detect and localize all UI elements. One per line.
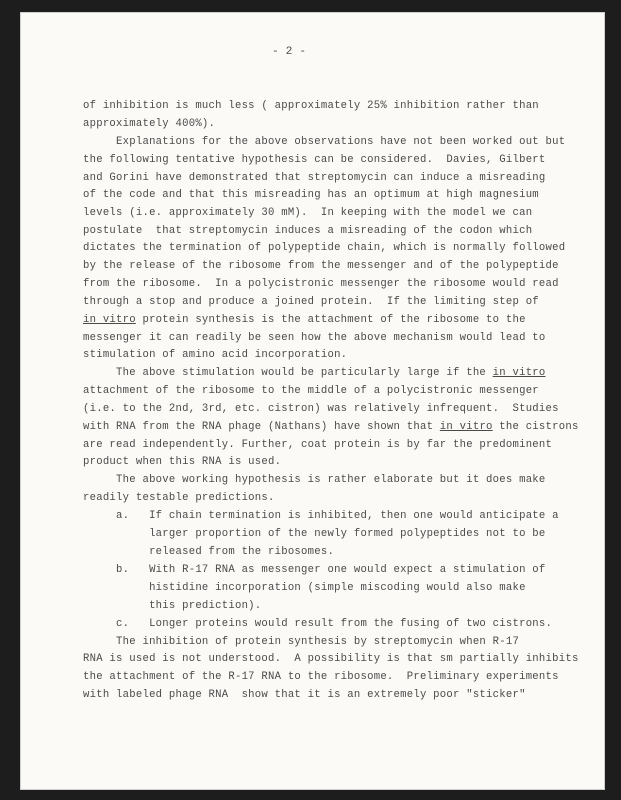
document-page <box>20 12 605 790</box>
text-line: approximately 400%). <box>83 118 216 130</box>
text-line: stimulation of amino acid incorporation. <box>83 349 348 361</box>
text-line: by the release of the ribosome from the messenger and of the polypeptide <box>83 260 559 272</box>
text-line: The above working hypothesis is rather elaborate but it does make <box>83 474 546 486</box>
text-line: product when this RNA is used. <box>83 456 282 468</box>
text-line: the attachment of the R-17 RNA to the ribosome. Preliminary experiments <box>83 671 559 683</box>
text-line: The inhibition of protein synthesis by streptomycin when R-17 <box>83 636 520 648</box>
text-line: the following tentative hypothesis can be considered. Davies, Gilbert <box>83 154 546 166</box>
text-line: messenger it can readily be seen how the above mechanism would lead to <box>83 332 546 344</box>
text-line: of inhibition is much less ( approximately 25% inhibition rather than <box>83 100 539 112</box>
text-line: of the code and that this misreading has an optimum at high magnesium <box>83 189 539 201</box>
text-line: dictates the termination of polypeptide chain, which is normally followed <box>83 242 566 254</box>
text-line: are read independently. Further, coat protein is by far the predominent <box>83 439 553 451</box>
text-line: this prediction). <box>83 600 262 612</box>
text-line: RNA is used is not understood. A possibility is that sm partially inhibits <box>83 653 579 665</box>
list-item-c: c. Longer proteins would result from the fusing of two cistrons. <box>83 618 553 630</box>
text-line: from the ribosome. In a polycistronic messenger the ribosome would read <box>83 278 559 290</box>
text-line: with RNA from the RNA phage (Nathans) have shown that in vitro the cistrons <box>83 421 579 433</box>
text-line: released from the ribosomes. <box>83 546 335 558</box>
text-line: postulate that streptomycin induces a misreading of the codon which <box>83 225 533 237</box>
list-item-b: b. With R-17 RNA as messenger one would expect a stimulation of <box>83 564 546 576</box>
text-line: histidine incorporation (simple miscoding would also make <box>83 582 526 594</box>
page-number: - 2 - <box>272 46 307 58</box>
text-line: The above stimulation would be particularly large if the in vitro <box>83 367 546 379</box>
text-line: readily testable predictions. <box>83 492 275 504</box>
text-line: larger proportion of the newly formed polypeptides not to be <box>83 528 546 540</box>
text-line: in vitro protein synthesis is the attachment of the ribosome to the <box>83 314 526 326</box>
text-line: through a stop and produce a joined protein. If the limiting step of <box>83 296 539 308</box>
list-item-a: a. If chain termination is inhibited, then one would anticipate a <box>83 510 559 522</box>
text-line: (i.e. to the 2nd, 3rd, etc. cistron) was relatively infrequent. Studies <box>83 403 559 415</box>
text-line: with labeled phage RNA show that it is an extremely poor "sticker" <box>83 689 526 701</box>
text-line: and Gorini have demonstrated that streptomycin can induce a misreading <box>83 172 546 184</box>
text-line: levels (i.e. approximately 30 mM). In keeping with the model we can <box>83 207 533 219</box>
text-line: attachment of the ribosome to the middle of a polycistronic messenger <box>83 385 539 397</box>
text-line: Explanations for the above observations have not been worked out but <box>83 136 566 148</box>
